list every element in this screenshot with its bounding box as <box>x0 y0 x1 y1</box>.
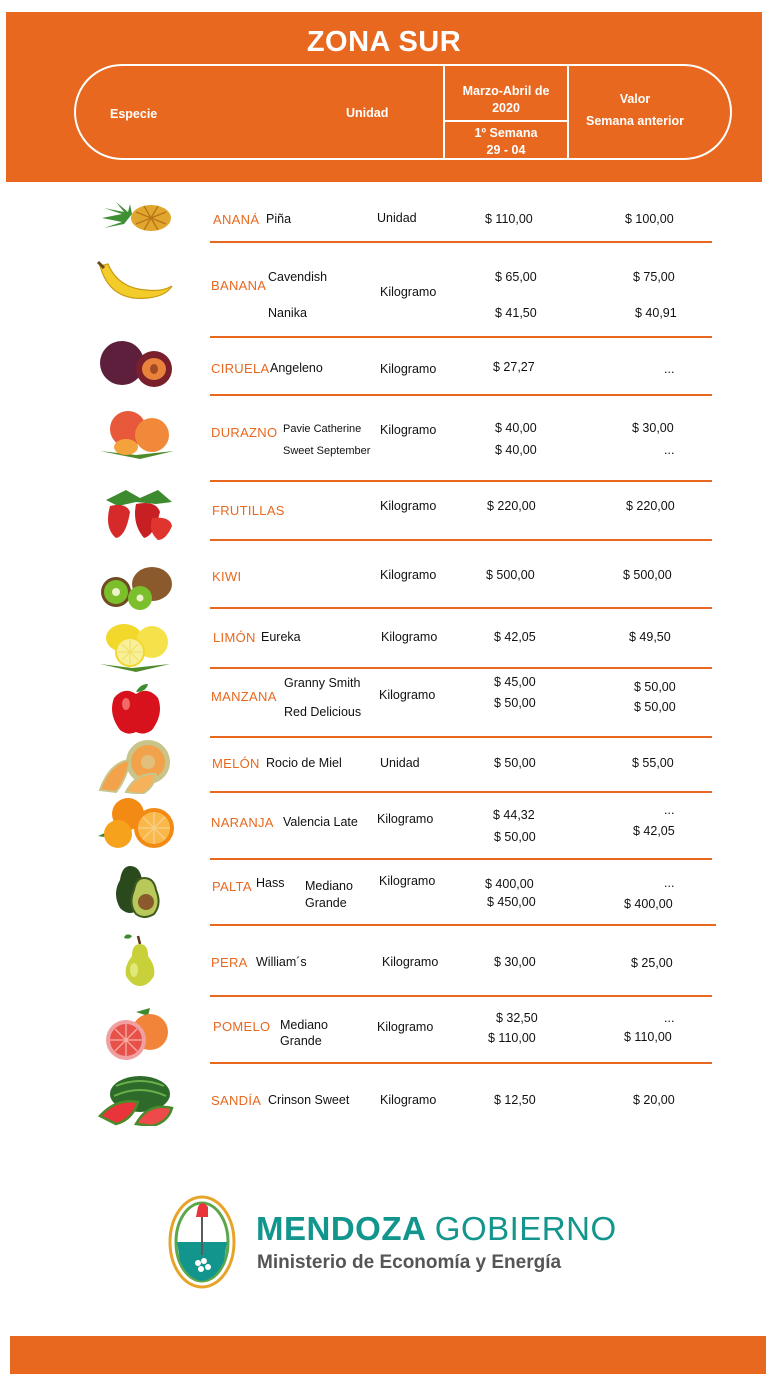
unit: Kilogramo <box>380 499 437 513</box>
grapefruit-icon <box>96 1008 178 1062</box>
row-separator <box>210 607 712 609</box>
row-separator <box>210 480 712 482</box>
brand-title: MENDOZA GOBIERNO <box>256 1210 617 1247</box>
fruit-name: NARANJA <box>211 815 274 830</box>
fruit-name: MANZANA <box>211 689 277 704</box>
fruit-name: FRUTILLAS <box>212 503 285 518</box>
footer-bar <box>10 1336 766 1374</box>
fruit-name: PERA <box>211 955 248 970</box>
current-price: $ 30,00 <box>494 955 536 969</box>
previous-price: ... <box>664 876 675 890</box>
current-price: $ 450,00 <box>487 895 536 909</box>
current-price: $ 40,00 <box>495 421 537 435</box>
variety: Pavie Catherine <box>283 423 362 435</box>
fruit-name: CIRUELA <box>211 361 270 376</box>
col-valor-anterior: Valor Semana anterior <box>586 92 684 128</box>
previous-price: $ 50,00 <box>634 680 676 694</box>
variety: Rocio de Miel <box>266 756 342 770</box>
fruit-name: ANANÁ <box>213 212 260 227</box>
variety: Piña <box>266 212 292 226</box>
current-price: $ 110,00 <box>488 1031 536 1045</box>
variety: Hass <box>256 876 285 890</box>
variety: Granny Smith <box>284 676 361 690</box>
current-price: $ 500,00 <box>486 568 535 582</box>
row-separator <box>210 539 712 541</box>
unit: Kilogramo <box>380 285 437 299</box>
row-separator <box>210 241 712 243</box>
lemon-icon <box>96 618 178 672</box>
previous-price: $ 110,00 <box>624 1030 672 1044</box>
unit: Kilogramo <box>379 688 436 702</box>
previous-price: $ 400,00 <box>624 897 673 911</box>
current-price: $ 41,50 <box>495 306 537 320</box>
apple-icon <box>96 682 178 736</box>
variety: Sweet September <box>283 445 371 457</box>
previous-price: $ 220,00 <box>626 499 675 513</box>
pineapple-icon <box>96 190 178 244</box>
previous-price: $ 42,05 <box>633 824 675 838</box>
row-separator <box>210 924 716 926</box>
row-separator <box>210 1062 712 1064</box>
col-semana: 1º Semana 29 - 04 <box>474 126 538 157</box>
current-price: $ 27,27 <box>493 360 535 374</box>
fruit-name: BANANA <box>211 278 267 293</box>
current-price: $ 32,50 <box>496 1011 538 1025</box>
previous-price: $ 75,00 <box>633 270 675 284</box>
orange-icon <box>96 796 178 850</box>
current-price: $ 42,05 <box>494 630 536 644</box>
row-separator <box>210 995 712 997</box>
current-price: $ 50,00 <box>494 756 536 770</box>
current-price: $ 40,00 <box>495 443 537 457</box>
unit: Kilogramo <box>380 1093 437 1107</box>
row-separator <box>210 667 712 669</box>
col-especie: Especie <box>110 107 158 121</box>
row-separator <box>210 336 712 338</box>
current-price: $ 12,50 <box>494 1093 536 1107</box>
banana-icon <box>96 258 178 312</box>
fruit-name: POMELO <box>213 1019 271 1034</box>
size: Grande <box>305 896 347 910</box>
row-separator <box>210 791 712 793</box>
variety: Mediano <box>280 1018 328 1032</box>
row-separator <box>210 736 712 738</box>
current-price: $ 50,00 <box>494 830 536 844</box>
plum-icon <box>96 337 178 391</box>
unit: Unidad <box>377 211 417 225</box>
previous-price: $ 40,91 <box>635 306 677 320</box>
variety: Nanika <box>268 306 307 320</box>
current-price: $ 45,00 <box>494 675 536 689</box>
variety: Cavendish <box>268 270 328 284</box>
current-price: $ 50,00 <box>494 696 536 710</box>
previous-price: ... <box>664 803 675 817</box>
pear-icon <box>96 932 178 986</box>
variety: Red Delicious <box>284 705 362 719</box>
unit: Kilogramo <box>380 423 437 437</box>
current-price: $ 110,00 <box>485 212 533 226</box>
row-separator <box>210 394 712 396</box>
variety: Grande <box>280 1034 322 1048</box>
previous-price: $ 100,00 <box>625 212 674 226</box>
unit: Kilogramo <box>379 874 436 888</box>
page-title: ZONA SUR <box>306 26 462 58</box>
fruit-name: LIMÓN <box>213 630 256 645</box>
kiwi-icon <box>96 560 178 614</box>
previous-price: ... <box>664 362 675 376</box>
col-unidad: Unidad <box>346 106 389 120</box>
variety: Crinson Sweet <box>268 1093 350 1107</box>
unit: Kilogramo <box>382 955 439 969</box>
peach-icon <box>96 407 178 461</box>
watermelon-icon <box>96 1072 178 1126</box>
current-price: $ 400,00 <box>485 877 534 891</box>
previous-price: $ 500,00 <box>623 568 672 582</box>
fruit-name: SANDÍA <box>211 1093 262 1108</box>
mendoza-seal-icon <box>168 1195 236 1290</box>
fruit-name: KIWI <box>212 569 242 584</box>
col-periodo: Marzo-Abril de 2020 <box>462 84 550 115</box>
unit: Kilogramo <box>380 568 437 582</box>
previous-price: ... <box>664 443 675 457</box>
previous-price: $ 55,00 <box>632 756 674 770</box>
row-separator <box>210 858 712 860</box>
unit: Kilogramo <box>380 362 437 376</box>
previous-price: $ 50,00 <box>634 700 676 714</box>
current-price: $ 65,00 <box>495 270 537 284</box>
variety: William´s <box>256 955 307 969</box>
previous-price: $ 25,00 <box>631 956 673 970</box>
unit: Kilogramo <box>377 1020 434 1034</box>
unit: Kilogramo <box>381 630 438 644</box>
variety: Eureka <box>261 630 301 644</box>
fruit-name: DURAZNO <box>211 425 278 440</box>
variety: Angeleno <box>270 361 323 375</box>
fruit-name: PALTA <box>212 879 252 894</box>
previous-price: $ 30,00 <box>632 421 674 435</box>
previous-price: $ 49,50 <box>629 630 671 644</box>
melon-icon <box>96 740 178 794</box>
avocado-icon <box>96 864 178 918</box>
brand-subtitle: Ministerio de Economía y Energía <box>257 1252 562 1273</box>
unit: Unidad <box>380 756 420 770</box>
variety: Valencia Late <box>283 815 358 829</box>
unit: Kilogramo <box>377 812 434 826</box>
strawberry-icon <box>96 488 178 542</box>
previous-price: ... <box>664 1011 675 1025</box>
size: Mediano <box>305 879 353 893</box>
previous-price: $ 20,00 <box>633 1093 675 1107</box>
current-price: $ 44,32 <box>493 808 535 822</box>
current-price: $ 220,00 <box>487 499 536 513</box>
fruit-name: MELÓN <box>212 756 260 771</box>
